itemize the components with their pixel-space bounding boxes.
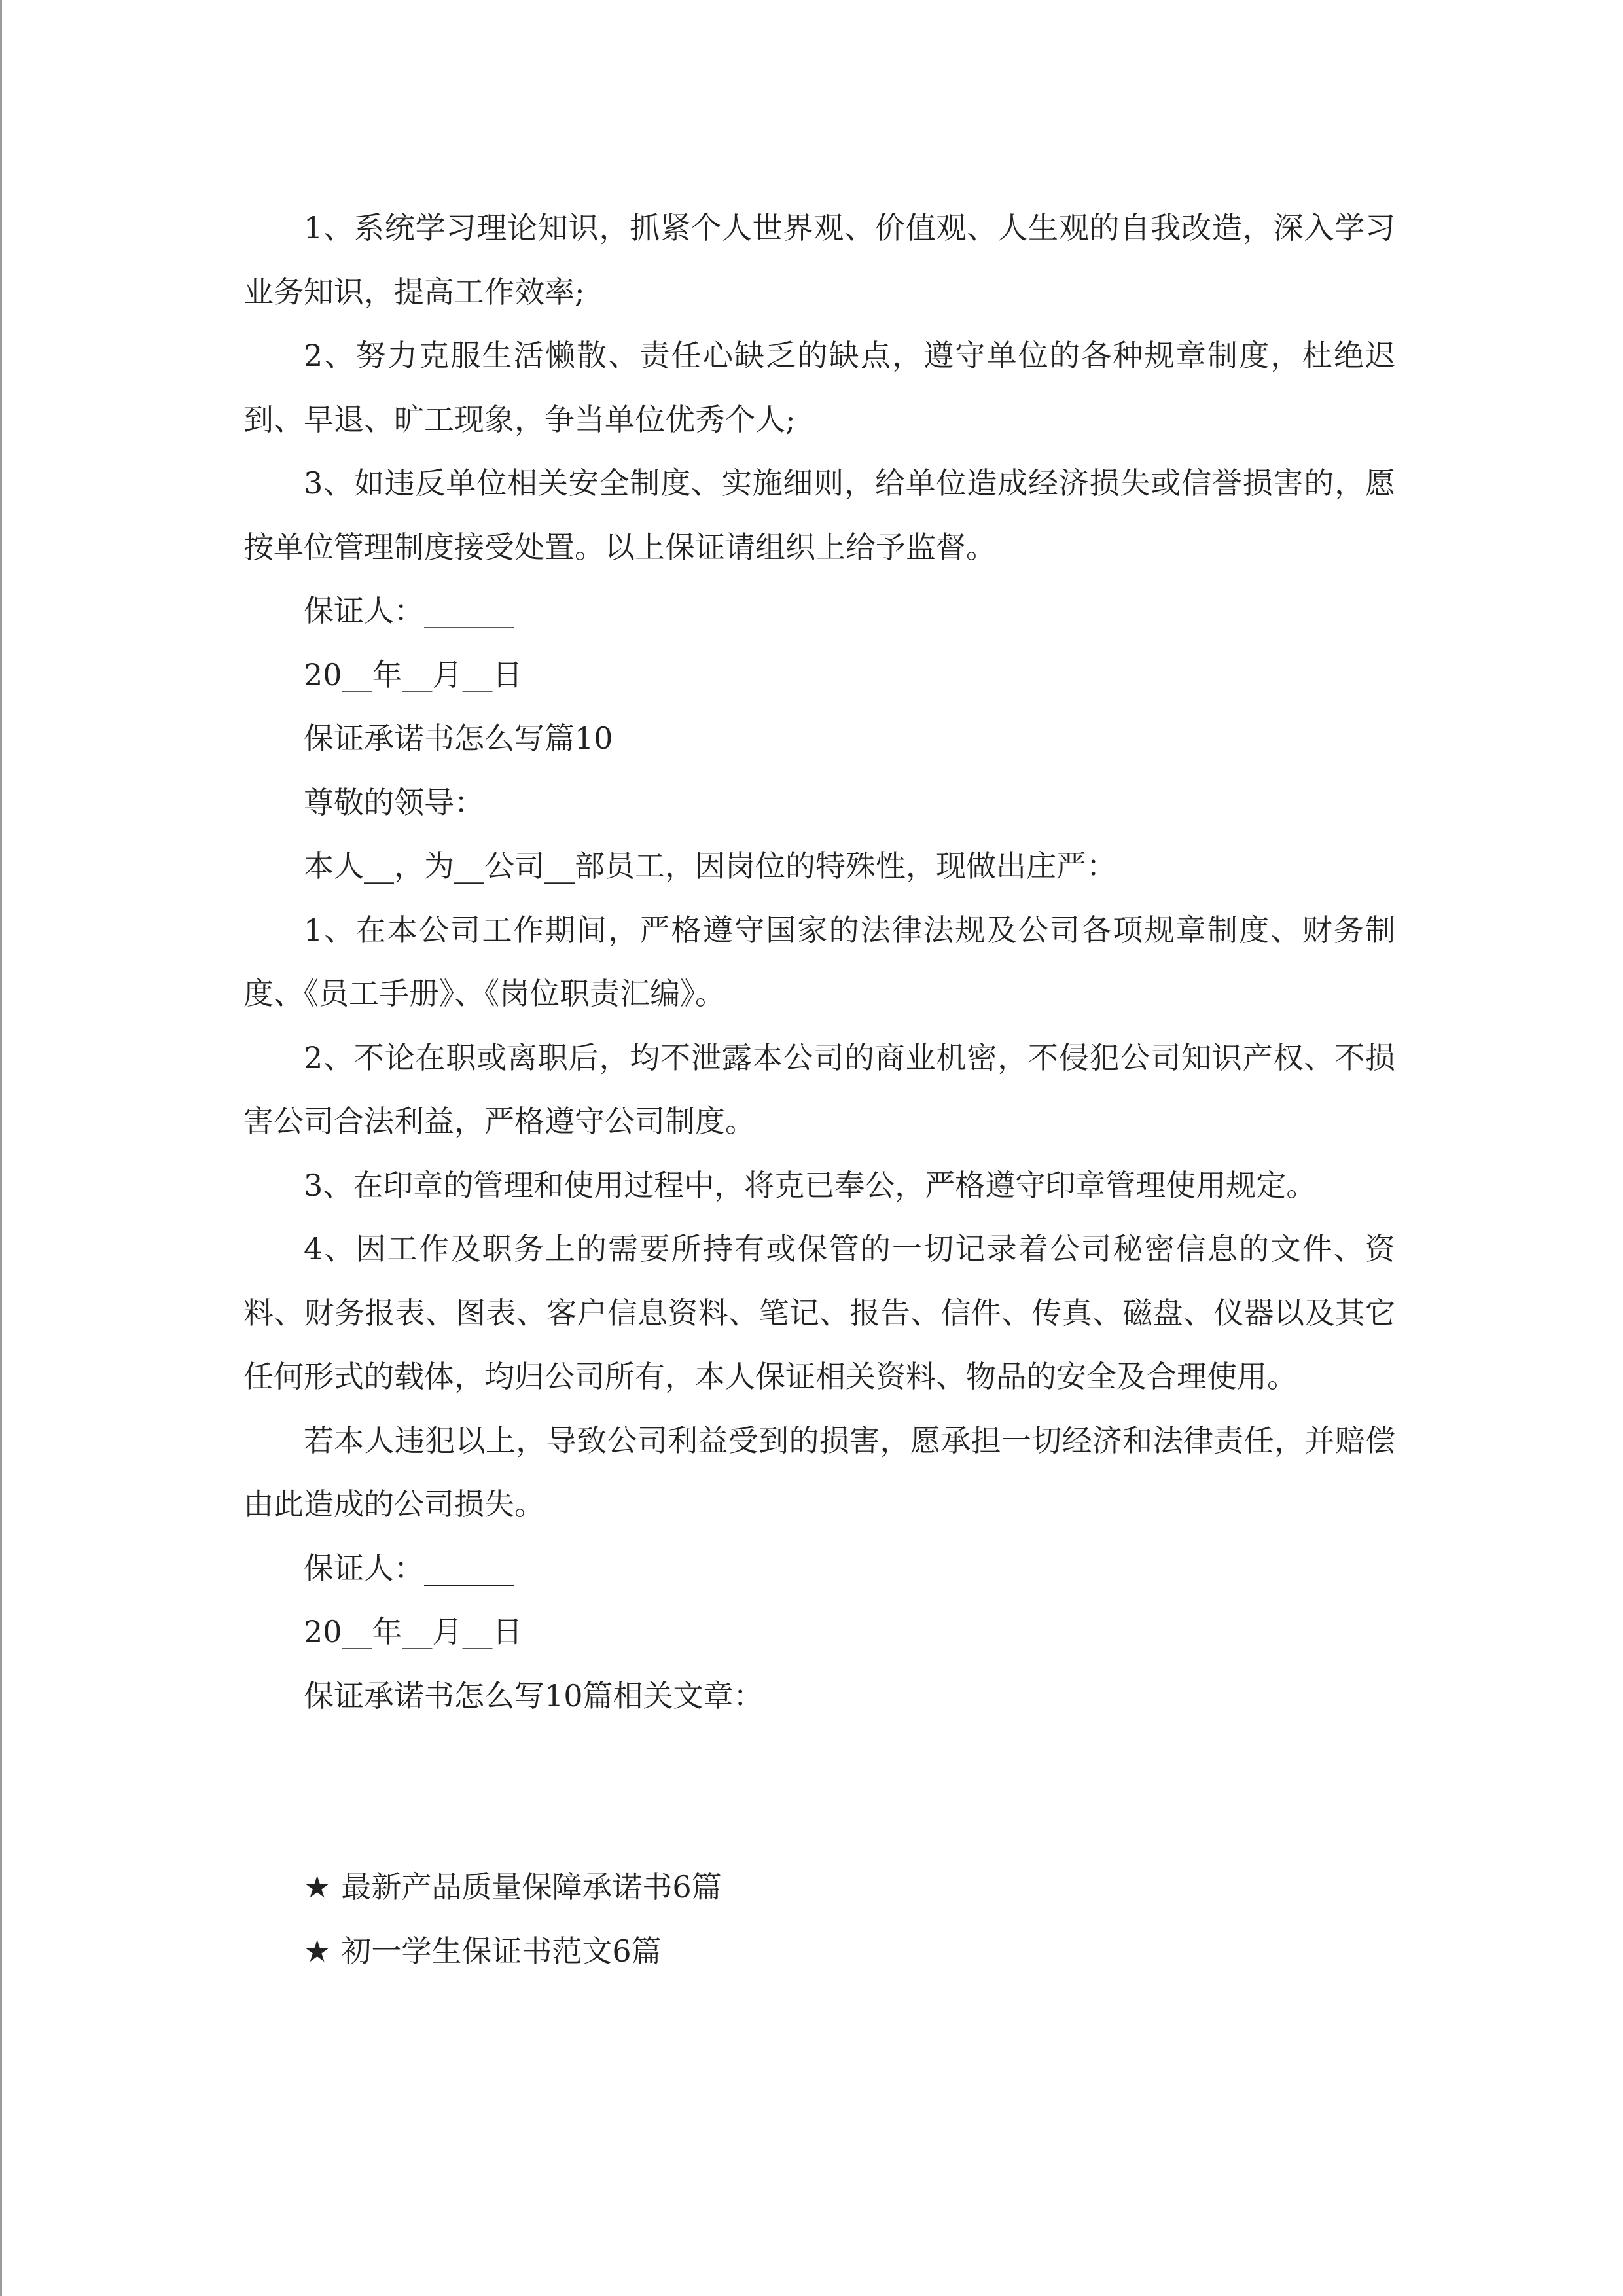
letter9-signer: 保证人：______ (304, 593, 514, 628)
star-icon: ★ (304, 1933, 331, 1969)
letter9-date: 20__年__月__日 (304, 656, 523, 692)
letter10-salutation: 尊敬的领导： (304, 784, 484, 820)
letter10-item-3: 3、在印章的管理和使用过程中，将克已奉公，严格遵守印章管理使用规定。 (304, 1167, 1317, 1203)
related-article-link-2[interactable] (243, 1920, 1395, 1984)
letter10-heading: 保证承诺书怎么写篇10 (304, 721, 613, 756)
related-article-title: 最新产品质量保障承诺书6篇 (341, 1869, 722, 1905)
section-spacer (243, 1728, 1395, 1856)
star-icon: ★ (304, 1869, 331, 1905)
related-article-link-1[interactable] (243, 1856, 1395, 1920)
letter9-item-3: 3、如违反单位相关安全制度、实施细则，给单位造成经济损失或信誉损害的，愿按单位管理制度接受处置。以上保证请组织上给予监督。 (243, 465, 1395, 565)
page-edge-line (0, 0, 2, 2296)
letter9-item-1: 1、系统学习理论知识，抓紧个人世界观、价值观、人生观的自我改造，深入学习业务知识，提高工作效率; (243, 210, 1395, 310)
letter10-signer: 保证人：______ (304, 1550, 514, 1586)
letter10-item-1: 1、在本公司工作期间，严格遵守国家的法律法规及公司各项规章制度、财务制度、《员工手册》、《岗位职责汇编》。 (243, 912, 1395, 1011)
letter10-item-2: 2、不论在职或离职后，均不泄露本公司的商业机密，不侵犯公司知识产权、不损害公司合法利益，严格遵守公司制度。 (243, 1039, 1395, 1139)
letter10-intro: 本人__，为__公司__部员工，因岗位的特殊性，现做出庄严： (304, 848, 1116, 884)
letter10-item-4: 4、因工作及职务上的需要所持有或保管的一切记录着公司秘密信息的文件、资料、财务报表、图表、客户信息资料、笔记、报告、信件、传真、磁盘、仪器以及其它任何形式的载体，均归公司所有，本人保证相关资料、物品的安全及合理使用。 (243, 1231, 1395, 1394)
related-articles-heading: 保证承诺书怎么写10篇相关文章： (304, 1677, 764, 1713)
related-article-title: 初一学生保证书范文6篇 (341, 1933, 662, 1969)
letter10-date: 20__年__月__日 (304, 1614, 523, 1649)
document-body (243, 196, 1395, 1983)
letter9-item-2: 2、努力克服生活懒散、责任心缺乏的缺点，遵守单位的各种规章制度，杜绝迟到、早退、旷工现象，争当单位优秀个人; (243, 338, 1395, 437)
letter10-closing: 若本人违犯以上，导致公司利益受到的损害，愿承担一切经济和法律责任，并赔偿由此造成的公司损失。 (243, 1422, 1395, 1522)
